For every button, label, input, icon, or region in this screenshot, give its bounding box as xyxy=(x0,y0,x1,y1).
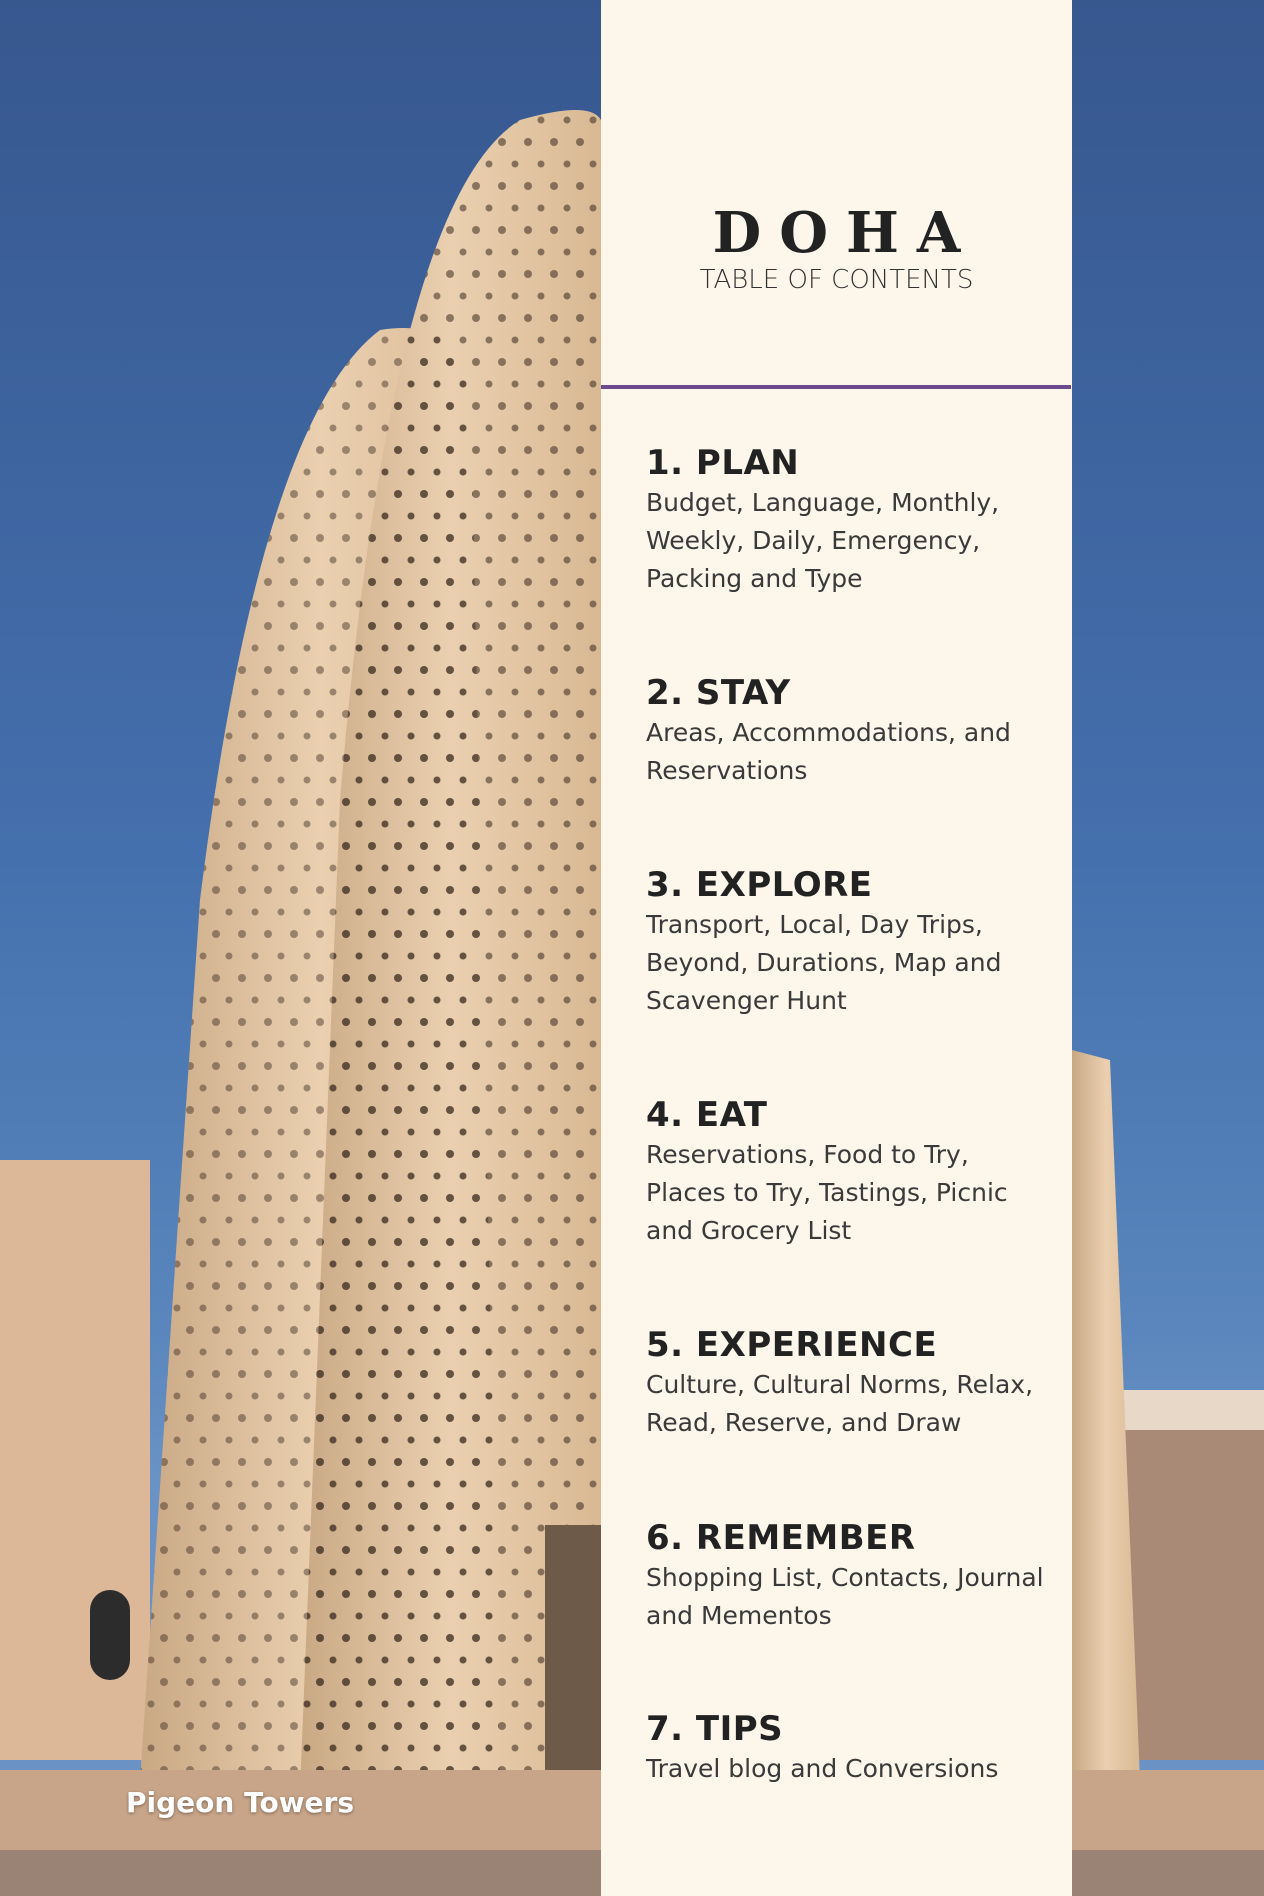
toc-entry-eat[interactable] xyxy=(646,1094,1056,1250)
toc-entry-title: 4. EAT xyxy=(646,1095,768,1135)
toc-entry-plan[interactable] xyxy=(646,442,1056,598)
document-title: DOHA xyxy=(712,200,979,266)
toc-entry-explore[interactable] xyxy=(646,864,1056,1020)
toc-entry-experience[interactable] xyxy=(646,1324,1056,1442)
toc-panel xyxy=(601,0,1072,1896)
toc-entry-title: 7. TIPS xyxy=(646,1709,784,1749)
toc-entry-title: 3. EXPLORE xyxy=(646,865,873,905)
toc-entry-description: Budget, Language, Monthly, Weekly, Daily, Emergency, Packing and Type xyxy=(646,488,1000,593)
left-building xyxy=(0,1160,150,1760)
toc-entry-description: Reservations, Food to Try, Places to Try, Tastings, Picnic and Grocery List xyxy=(646,1140,1008,1245)
toc-entry-description: Travel blog and Conversions xyxy=(646,1754,999,1783)
toc-entry-title: 5. EXPERIENCE xyxy=(646,1325,938,1365)
toc-entry-title: 6. REMEMBER xyxy=(646,1518,916,1558)
toc-entry-description: Transport, Local, Day Trips, Beyond, Durations, Map and Scavenger Hunt xyxy=(646,910,1002,1015)
toc-entry-description: Areas, Accommodations, and Reservations xyxy=(646,718,1011,785)
toc-entry-title: 2. STAY xyxy=(646,673,791,713)
toc-entry-description: Shopping List, Contacts, Journal and Mementos xyxy=(646,1563,1044,1630)
toc-entry-title: 1. PLAN xyxy=(646,443,800,483)
title-divider xyxy=(601,385,1071,389)
toc-entry-stay[interactable] xyxy=(646,672,1056,790)
toc-entry-remember[interactable] xyxy=(646,1517,1056,1635)
toc-entry-description: Culture, Cultural Norms, Relax, Read, Reserve, and Draw xyxy=(646,1370,1034,1437)
photo-caption: Pigeon Towers xyxy=(126,1786,355,1819)
document-subtitle: TABLE OF CONTENTS xyxy=(699,265,974,295)
toc-entry-tips[interactable] xyxy=(646,1708,1056,1788)
tower-door xyxy=(545,1525,601,1785)
